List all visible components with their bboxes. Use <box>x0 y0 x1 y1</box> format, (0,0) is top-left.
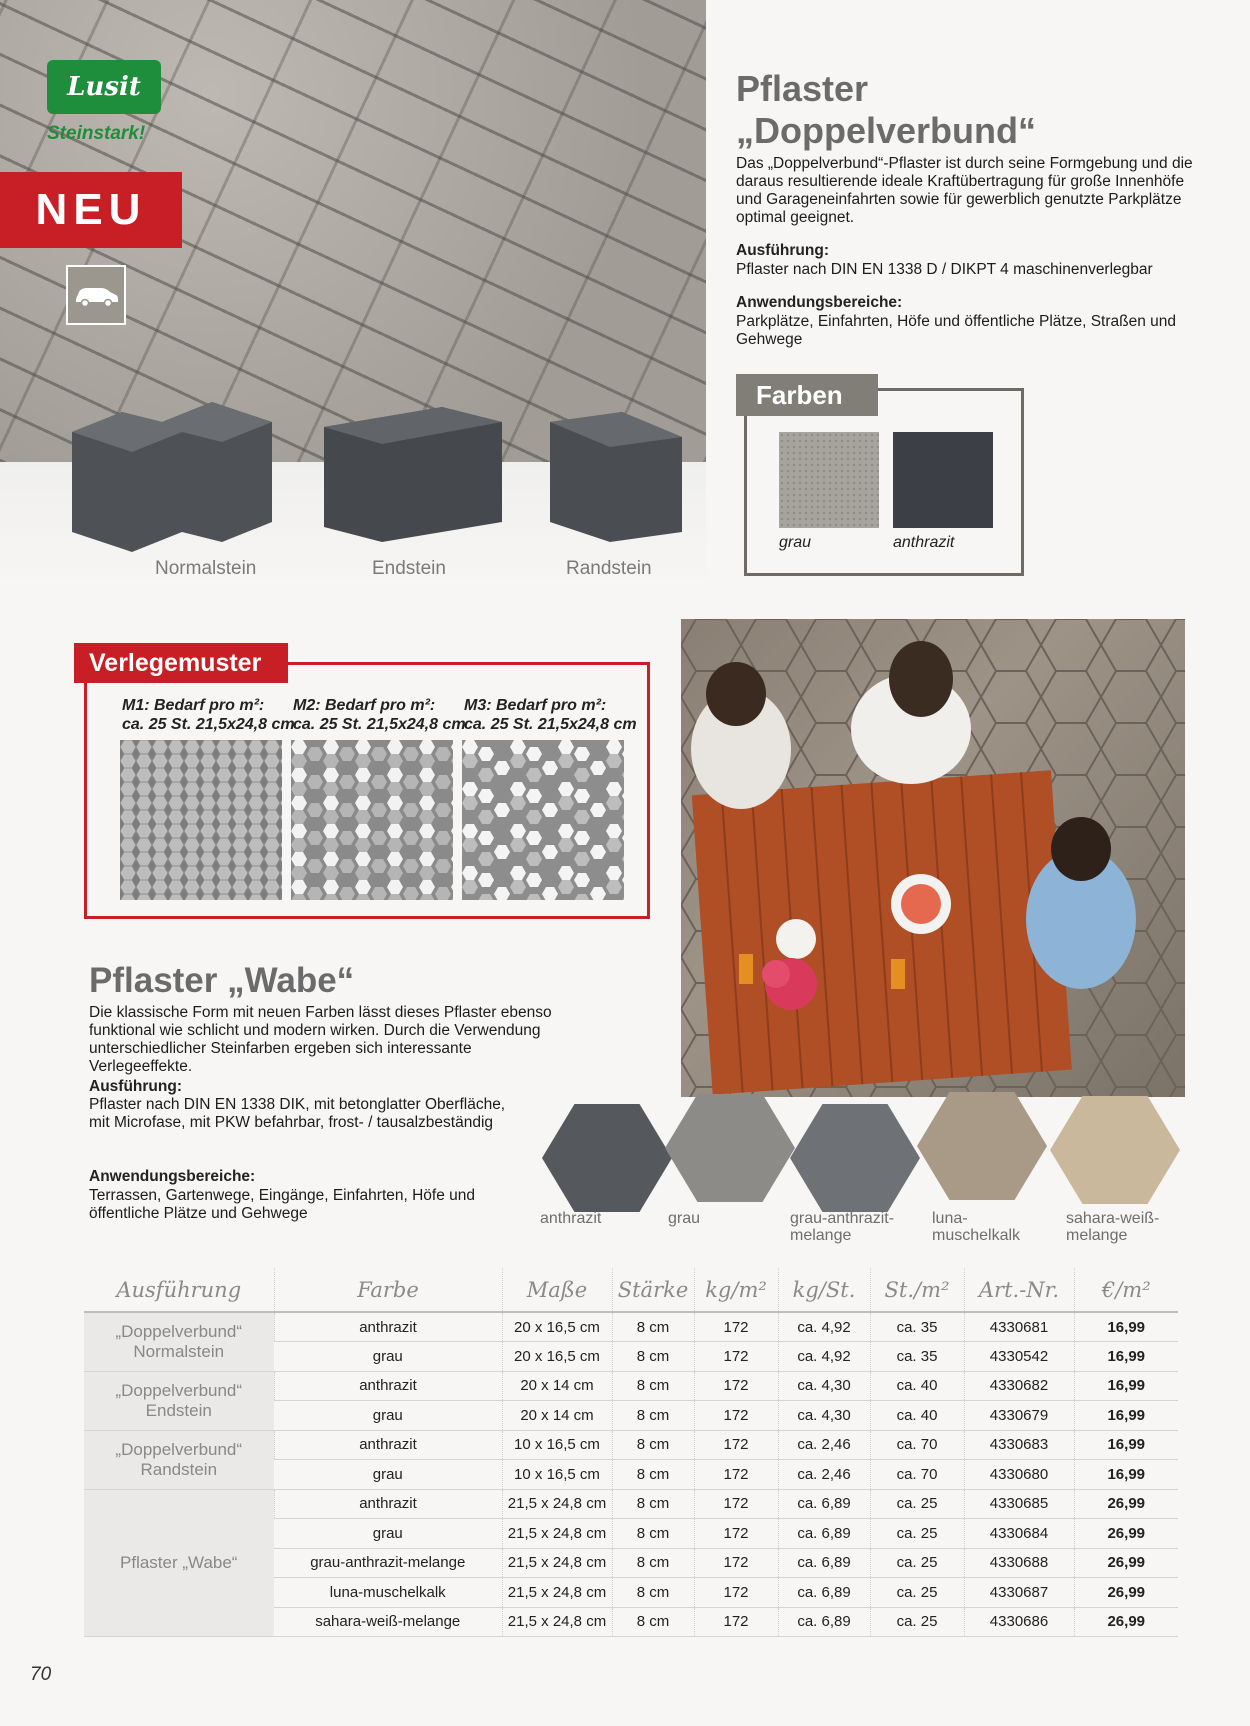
pattern-m3-image <box>462 740 624 900</box>
cell-staerke: 8 cm <box>612 1607 694 1637</box>
cell-st-m2: ca. 25 <box>870 1607 964 1637</box>
cell-st-m2: ca. 40 <box>870 1401 964 1431</box>
cell-farbe: grau <box>274 1460 502 1490</box>
cell-masse: 21,5 x 24,8 cm <box>502 1607 612 1637</box>
doppelverbund-anwendung-text: Parkplätze, Einfahrten, Höfe und öffentliche Plätze, Straßen und Gehwege <box>736 313 1177 348</box>
cell-masse: 21,5 x 24,8 cm <box>502 1519 612 1549</box>
cell-price: 16,99 <box>1074 1401 1178 1431</box>
hex-label-grau-anthrazit: grau-anthrazit- melange <box>790 1210 895 1244</box>
cell-kg-m2: 172 <box>694 1607 778 1637</box>
hex-label-luna: luna- muschelkalk <box>932 1210 1021 1244</box>
group-name: „Doppelverbund“ Normalstein <box>84 1312 274 1371</box>
cell-kg-m2: 172 <box>694 1430 778 1460</box>
cell-farbe: luna-muschelkalk <box>274 1578 502 1608</box>
cell-price: 26,99 <box>1074 1519 1178 1549</box>
table-row <box>84 1371 1178 1401</box>
cell-farbe: anthrazit <box>274 1430 502 1460</box>
cell-st-m2: ca. 25 <box>870 1519 964 1549</box>
cell-st-m2: ca. 70 <box>870 1430 964 1460</box>
wabe-anwendung-text: Terrassen, Gartenwege, Eingänge, Einfahrten, Höfe und öffentliche Plätze und Gehwege <box>89 1187 476 1222</box>
new-badge: NEU <box>0 172 182 248</box>
table-row <box>84 1312 1178 1342</box>
cell-masse: 10 x 16,5 cm <box>502 1460 612 1490</box>
hex-label-anthrazit: anthrazit <box>540 1210 602 1227</box>
wabe-anwendung-label: Anwendungsbereiche: <box>89 1168 256 1185</box>
cell-kg-st: ca. 4,30 <box>778 1371 870 1401</box>
swatch-grau <box>779 432 879 528</box>
cell-price: 16,99 <box>1074 1371 1178 1401</box>
cell-st-m2: ca. 40 <box>870 1371 964 1401</box>
cell-farbe: anthrazit <box>274 1312 502 1342</box>
pattern-m2-head: M2: Bedarf pro m²: <box>293 697 436 714</box>
cell-st-m2: ca. 35 <box>870 1312 964 1342</box>
cell-kg-m2: 172 <box>694 1578 778 1608</box>
col-st-m2: St./m² <box>870 1268 964 1312</box>
wabe-ausfuehrung-text: Pflaster nach DIN EN 1338 DIK, mit betonglatter Oberfläche, mit Microfase, mit PKW befahrbar, frost- / tausalzbeständig <box>89 1096 506 1131</box>
cell-price: 16,99 <box>1074 1430 1178 1460</box>
cell-kg-st: ca. 4,30 <box>778 1401 870 1431</box>
cell-masse: 21,5 x 24,8 cm <box>502 1489 612 1519</box>
col-farbe: Farbe <box>274 1268 502 1312</box>
group-name: „Doppelverbund“ Randstein <box>84 1430 274 1489</box>
hex-stone-sahara <box>1050 1096 1180 1204</box>
cell-st-m2: ca. 25 <box>870 1548 964 1578</box>
cell-kg-st: ca. 6,89 <box>778 1489 870 1519</box>
cell-st-m2: ca. 70 <box>870 1460 964 1490</box>
cell-art-nr: 4330680 <box>964 1460 1074 1490</box>
table-header-row <box>84 1268 1178 1312</box>
cell-farbe: anthrazit <box>274 1371 502 1401</box>
doppelverbund-anwendung-label: Anwendungsbereiche: <box>736 294 903 311</box>
table-row <box>84 1489 1178 1519</box>
cell-staerke: 8 cm <box>612 1401 694 1431</box>
cell-kg-st: ca. 4,92 <box>778 1342 870 1372</box>
lusit-logo: Lusit <box>47 60 161 114</box>
pattern-m2-detail: ca. 25 St. 21,5x24,8 cm <box>293 716 466 733</box>
cell-kg-m2: 172 <box>694 1371 778 1401</box>
cell-price: 26,99 <box>1074 1607 1178 1637</box>
cell-staerke: 8 cm <box>612 1430 694 1460</box>
doppelverbund-title-2: „Doppelverbund“ <box>736 110 1037 151</box>
normalstein-image <box>72 402 272 552</box>
cell-art-nr: 4330684 <box>964 1519 1074 1549</box>
cell-farbe: sahara-weiß-melange <box>274 1607 502 1637</box>
cell-art-nr: 4330688 <box>964 1548 1074 1578</box>
cell-st-m2: ca. 25 <box>870 1489 964 1519</box>
cell-farbe: grau <box>274 1342 502 1372</box>
swatch-label-grau: grau <box>779 534 812 551</box>
cell-staerke: 8 cm <box>612 1578 694 1608</box>
cell-price: 16,99 <box>1074 1342 1178 1372</box>
cell-kg-m2: 172 <box>694 1312 778 1342</box>
cell-price: 26,99 <box>1074 1548 1178 1578</box>
pattern-m1-image <box>120 740 282 900</box>
col-masse: Maße <box>502 1268 612 1312</box>
cell-staerke: 8 cm <box>612 1489 694 1519</box>
doppelverbund-title-1: Pflaster <box>736 68 869 109</box>
hex-stone-anthrazit <box>542 1104 672 1212</box>
cell-kg-st: ca. 2,46 <box>778 1430 870 1460</box>
cell-kg-st: ca. 6,89 <box>778 1578 870 1608</box>
cell-staerke: 8 cm <box>612 1519 694 1549</box>
doppelverbund-ausfuehrung-text: Pflaster nach DIN EN 1338 D / DIKPT 4 maschinenverlegbar <box>736 261 1153 278</box>
cell-price: 26,99 <box>1074 1578 1178 1608</box>
cell-masse: 20 x 14 cm <box>502 1401 612 1431</box>
stone-label-end: Endstein <box>372 558 446 579</box>
cell-kg-m2: 172 <box>694 1401 778 1431</box>
stone-samples <box>62 392 692 562</box>
swatch-anthrazit <box>893 432 993 528</box>
cell-kg-st: ca. 6,89 <box>778 1548 870 1578</box>
group-name: „Doppelverbund“ Endstein <box>84 1371 274 1430</box>
cell-art-nr: 4330686 <box>964 1607 1074 1637</box>
doppelverbund-intro: Das „Doppelverbund“-Pflaster ist durch seine Formgebung und die daraus resultierende ideale Kraftübertragung für große Innenhöfe und Garageneinfahrten sowie für gewerblich genutzte Parkplätze optimal geeignet. <box>736 155 1193 226</box>
cell-kg-m2: 172 <box>694 1548 778 1578</box>
cell-art-nr: 4330687 <box>964 1578 1074 1608</box>
page-number: 70 <box>30 1664 52 1685</box>
cell-kg-m2: 172 <box>694 1342 778 1372</box>
cell-farbe: grau <box>274 1519 502 1549</box>
brand-tagline: Steinstark! <box>47 123 146 144</box>
cell-staerke: 8 cm <box>612 1460 694 1490</box>
cell-farbe: grau-anthrazit-melange <box>274 1548 502 1578</box>
terrace-photo <box>681 619 1185 1097</box>
hex-label-sahara: sahara-weiß- melange <box>1066 1210 1160 1244</box>
cell-art-nr: 4330681 <box>964 1312 1074 1342</box>
price-table <box>84 1268 1178 1637</box>
pattern-m2-image <box>291 740 453 900</box>
cell-staerke: 8 cm <box>612 1312 694 1342</box>
cell-kg-m2: 172 <box>694 1489 778 1519</box>
cell-kg-st: ca. 6,89 <box>778 1519 870 1549</box>
cell-staerke: 8 cm <box>612 1371 694 1401</box>
hex-stone-grau-anthrazit <box>790 1104 920 1212</box>
col-staerke: Stärke <box>612 1268 694 1312</box>
pattern-m1-detail: ca. 25 St. 21,5x24,8 cm <box>122 716 295 733</box>
cell-staerke: 8 cm <box>612 1342 694 1372</box>
cell-kg-st: ca. 4,92 <box>778 1312 870 1342</box>
verlegemuster-label: Verlegemuster <box>74 643 288 683</box>
col-kg-st: kg/St. <box>778 1268 870 1312</box>
group-name: Pflaster „Wabe“ <box>84 1489 274 1637</box>
hex-label-grau: grau <box>668 1210 701 1227</box>
farben-label: Farben <box>736 374 878 416</box>
cell-masse: 10 x 16,5 cm <box>502 1430 612 1460</box>
cell-masse: 20 x 16,5 cm <box>502 1312 612 1342</box>
doppelverbund-ausfuehrung-label: Ausführung: <box>736 242 829 259</box>
hex-stone-luna <box>917 1092 1047 1200</box>
cell-price: 26,99 <box>1074 1489 1178 1519</box>
cell-kg-m2: 172 <box>694 1460 778 1490</box>
stone-label-edge: Randstein <box>566 558 652 579</box>
col-art-nr: Art.-Nr. <box>964 1268 1074 1312</box>
cell-kg-m2: 172 <box>694 1519 778 1549</box>
wabe-ausfuehrung-label: Ausführung: <box>89 1078 182 1095</box>
cell-masse: 20 x 16,5 cm <box>502 1342 612 1372</box>
cell-masse: 21,5 x 24,8 cm <box>502 1578 612 1608</box>
wabe-intro: Die klassische Form mit neuen Farben lässt dieses Pflaster ebenso funktional wie schlicht und modern wirken. Durch die Verwendung unterschiedlicher Steinfarben ergeben sich interessante Verlegeeffekte. <box>89 1004 552 1075</box>
endstein-image <box>324 407 502 542</box>
cell-art-nr: 4330682 <box>964 1371 1074 1401</box>
hex-stone-grau <box>665 1094 795 1202</box>
stone-label-normal: Normalstein <box>155 558 257 579</box>
cell-masse: 20 x 14 cm <box>502 1371 612 1401</box>
cell-art-nr: 4330683 <box>964 1430 1074 1460</box>
pattern-m3-head: M3: Bedarf pro m²: <box>464 697 607 714</box>
pattern-m3-detail: ca. 25 St. 21,5x24,8 cm <box>464 716 637 733</box>
car-icon <box>66 265 126 325</box>
cell-price: 16,99 <box>1074 1460 1178 1490</box>
pattern-m1-head: M1: Bedarf pro m²: <box>122 697 265 714</box>
cell-art-nr: 4330685 <box>964 1489 1074 1519</box>
col-ausfuehrung: Ausführung <box>84 1268 274 1312</box>
cell-price: 16,99 <box>1074 1312 1178 1342</box>
cell-st-m2: ca. 25 <box>870 1578 964 1608</box>
cell-st-m2: ca. 35 <box>870 1342 964 1372</box>
wabe-title: Pflaster „Wabe“ <box>89 961 355 1000</box>
cell-farbe: anthrazit <box>274 1489 502 1519</box>
cell-masse: 21,5 x 24,8 cm <box>502 1548 612 1578</box>
cell-kg-st: ca. 2,46 <box>778 1460 870 1490</box>
col-kg-m2: kg/m² <box>694 1268 778 1312</box>
cell-art-nr: 4330542 <box>964 1342 1074 1372</box>
randstein-image <box>550 412 682 542</box>
col-price: €/m² <box>1074 1268 1178 1312</box>
swatch-label-anthrazit: anthrazit <box>893 534 955 551</box>
cell-staerke: 8 cm <box>612 1548 694 1578</box>
table-row <box>84 1430 1178 1460</box>
cell-kg-st: ca. 6,89 <box>778 1607 870 1637</box>
cell-art-nr: 4330679 <box>964 1401 1074 1431</box>
cell-farbe: grau <box>274 1401 502 1431</box>
